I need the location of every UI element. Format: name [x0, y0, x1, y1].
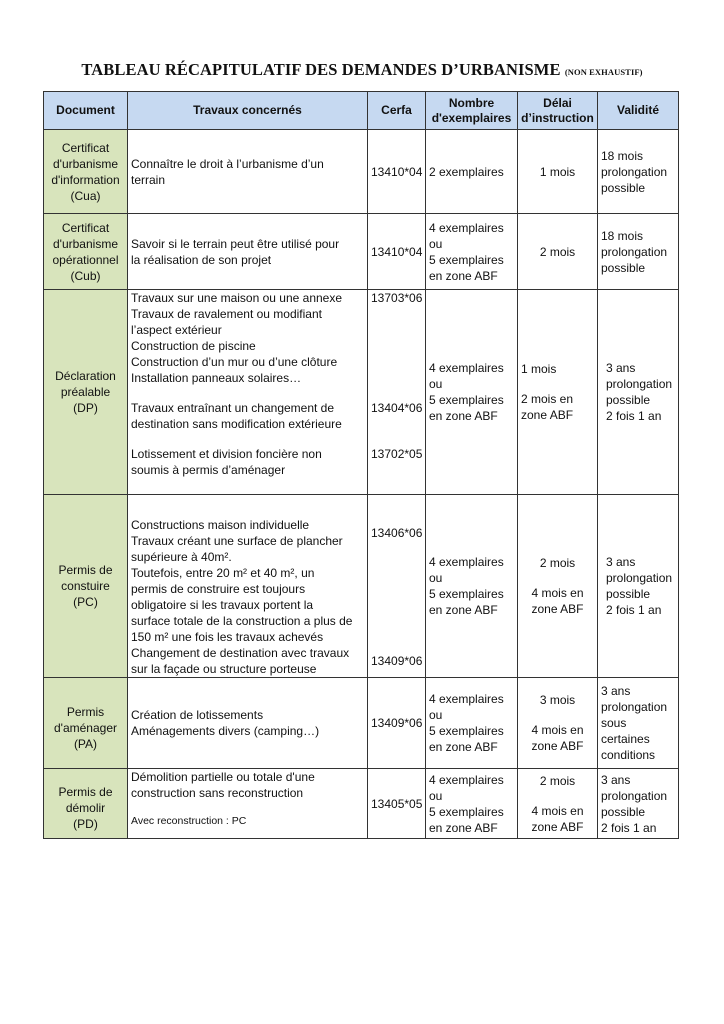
header-delai-line2: d’instruction: [521, 110, 594, 125]
travaux-cell: [128, 130, 368, 214]
validite-line: 2 fois 1 an: [606, 409, 662, 423]
delai-line: 2 mois: [539, 244, 576, 259]
travaux-line: Création de lotissements: [131, 708, 264, 722]
travaux-line: Travaux de ravalement ou modifiant: [131, 307, 322, 321]
header-cerfa: Cerfa: [368, 92, 426, 130]
delai-line: 4 mois en: [531, 723, 584, 737]
nombre-line: en zone ABF: [429, 268, 498, 283]
header-document: Document: [44, 92, 128, 130]
travaux-line: Aménagements divers (camping…): [131, 724, 320, 738]
document-cell: [44, 678, 128, 769]
delai-line: 4 mois en: [531, 803, 584, 818]
travaux-line: Installation panneaux solaires…: [131, 371, 302, 385]
travaux-line: soumis à permis d’aménager: [131, 463, 286, 477]
table-row: [44, 130, 679, 214]
doc-line: Permis de: [58, 563, 113, 577]
travaux-line: Connaître le droit à l’urbanisme d’un: [131, 156, 324, 171]
validite-line: prolongation: [601, 700, 668, 714]
travaux-line: l’aspect extérieur: [131, 323, 222, 337]
doc-line: Certificat: [61, 220, 110, 235]
nombre-line: 4 exemplaires: [429, 555, 504, 569]
validite-cell: [598, 495, 679, 678]
header-delai-line1: Délai: [543, 95, 572, 110]
doc-line: (PD): [73, 816, 98, 831]
table-row: [44, 290, 679, 495]
nombre-line: ou: [429, 708, 443, 722]
validite-line: 18 mois: [601, 228, 644, 243]
delai-cell: [518, 214, 598, 290]
travaux-cell: [128, 495, 368, 678]
travaux-cell: [128, 769, 368, 839]
cerfa-cell: 13405*05: [368, 769, 426, 839]
travaux-line: permis de construire est toujours: [131, 582, 306, 596]
doc-line: (Cub): [70, 268, 101, 283]
validite-line: possible: [601, 804, 646, 819]
title-text: TABLEAU RÉCAPITULATIF DES DEMANDES D’URBANISME: [81, 60, 561, 79]
validite-line: conditions: [601, 748, 656, 762]
validite-line: sous: [601, 716, 627, 730]
doc-line: d'urbanisme: [53, 156, 118, 171]
delai-line: 2 mois: [539, 556, 576, 570]
delai-line: 4 mois en: [531, 586, 584, 600]
doc-line: d'information: [51, 172, 120, 187]
header-nombre-line1: Nombre: [448, 95, 495, 110]
validite-line: prolongation: [606, 571, 673, 585]
doc-line: Certificat: [61, 140, 110, 155]
nombre-cell: [426, 678, 518, 769]
travaux-cell: [128, 290, 368, 495]
nombre-line: ou: [429, 377, 443, 391]
validite-line: 18 mois: [601, 148, 644, 163]
delai-line: zone ABF: [531, 819, 584, 834]
nombre-line: 4 exemplaires: [429, 361, 504, 375]
travaux-line: construction sans reconstruction: [131, 786, 304, 800]
document-cell: [44, 769, 128, 839]
validite-line: prolongation: [601, 164, 668, 179]
nombre-line: 5 exemplaires: [429, 252, 504, 267]
header-validite: Validité: [598, 92, 679, 130]
validite-line: prolongation: [606, 377, 673, 391]
travaux-line: Toutefois, entre 20 m² et 40 m², un: [131, 566, 315, 580]
table-row: [44, 495, 679, 678]
page-title: [0, 60, 724, 80]
travaux-line: Lotissement et division foncière non: [131, 447, 322, 461]
delai-cell: [518, 769, 598, 839]
nombre-line: 5 exemplaires: [429, 804, 504, 819]
nombre-line: en zone ABF: [429, 409, 498, 423]
travaux-line: Travaux entraînant un changement de: [131, 401, 335, 415]
nombre-line: 5 exemplaires: [429, 393, 504, 407]
delai-cell: [518, 495, 598, 678]
document-cell: [44, 290, 128, 495]
cerfa-cell: 13410*04: [368, 214, 426, 290]
validite-line: prolongation: [601, 244, 668, 259]
nombre-line: 4 exemplaires: [429, 220, 504, 235]
nombre-cell: [426, 214, 518, 290]
travaux-cell: [128, 678, 368, 769]
nombre-line: ou: [429, 236, 443, 251]
cerfa-value: 13406*06: [371, 526, 423, 540]
doc-line: Permis de: [58, 784, 113, 799]
table-row: [44, 678, 679, 769]
header-nombre-line2: d'exemplaires: [431, 110, 512, 125]
document-cell: [44, 214, 128, 290]
travaux-line: Construction d’un mur ou d’une clôture: [131, 355, 338, 369]
cerfa-cell: 13410*04: [368, 130, 426, 214]
nombre-line: en zone ABF: [429, 820, 498, 835]
nombre-line: 4 exemplaires: [429, 692, 504, 706]
validite-cell: [598, 678, 679, 769]
travaux-line: Constructions maison individuelle: [131, 518, 310, 532]
travaux-line: 150 m² une fois les travaux achevés: [131, 630, 324, 644]
header-travaux: Travaux concernés: [128, 92, 368, 130]
delai-line: zone ABF: [521, 408, 574, 422]
nombre-cell: [426, 769, 518, 839]
cerfa-value: 13702*05: [371, 447, 423, 461]
delai-cell: [518, 678, 598, 769]
travaux-line: la réalisation de son projet: [131, 252, 272, 267]
validite-line: possible: [601, 260, 646, 275]
table-header-row: [44, 92, 679, 130]
travaux-line: Démolition partielle ou totale d'une: [131, 770, 315, 784]
validite-line: 2 fois 1 an: [606, 603, 662, 617]
travaux-line: terrain: [131, 172, 166, 187]
nombre-line: ou: [429, 571, 443, 585]
nombre-cell: [426, 130, 518, 214]
nombre-line: 5 exemplaires: [429, 724, 504, 738]
nombre-cell: [426, 290, 518, 495]
cerfa-value: 13703*06: [371, 291, 423, 305]
delai-cell: [518, 290, 598, 495]
travaux-line: Savoir si le terrain peut être utilisé pour: [131, 236, 340, 251]
delai-line: zone ABF: [531, 602, 584, 616]
delai-cell: [518, 130, 598, 214]
nombre-cell: [426, 495, 518, 678]
urbanism-summary-table: [43, 91, 679, 839]
validite-line: 3 ans: [606, 555, 636, 569]
table-row: [44, 769, 679, 839]
validite-line: possible: [601, 180, 646, 195]
travaux-note: Avec reconstruction : PC: [131, 815, 247, 827]
header-delai: [518, 92, 598, 130]
cerfa-cell: [368, 495, 426, 678]
nombre-line: 2 exemplaires: [429, 164, 504, 179]
cerfa-value: 13409*06: [371, 654, 423, 668]
doc-line: opérationnel: [52, 252, 119, 267]
nombre-line: en zone ABF: [429, 603, 498, 617]
doc-line: préalable: [60, 385, 111, 399]
validite-line: 3 ans: [601, 772, 631, 787]
validite-line: possible: [606, 587, 651, 601]
document-cell: [44, 130, 128, 214]
validite-cell: [598, 290, 679, 495]
doc-line: (PC): [73, 595, 98, 609]
cerfa-value: 13404*06: [371, 401, 423, 415]
travaux-line: sur la façade ou structure porteuse: [131, 662, 317, 676]
table-row: [44, 214, 679, 290]
validite-cell: [598, 214, 679, 290]
header-nombre: [426, 92, 518, 130]
validite-line: 3 ans: [606, 361, 636, 375]
validite-line: certaines: [601, 732, 650, 746]
validite-line: 3 ans: [601, 684, 631, 698]
title-subtitle: (NON EXHAUSTIF): [564, 67, 643, 77]
travaux-line: surface totale de la construction a plus de: [131, 614, 353, 628]
delai-line: 1 mois: [521, 362, 557, 376]
validite-line: prolongation: [601, 788, 668, 803]
delai-line: 2 mois: [539, 773, 576, 788]
doc-line: Déclaration: [55, 369, 116, 383]
travaux-line: Travaux créant une surface de plancher: [131, 534, 343, 548]
doc-line: démolir: [65, 800, 106, 815]
travaux-line: Travaux sur une maison ou une annexe: [131, 291, 343, 305]
doc-line: d'urbanisme: [53, 236, 118, 251]
doc-line: (DP): [73, 401, 98, 415]
travaux-line: destination sans modification extérieure: [131, 417, 342, 431]
nombre-line: 5 exemplaires: [429, 587, 504, 601]
doc-line: constuire: [61, 579, 110, 593]
travaux-line: obligatoire si les travaux portent la: [131, 598, 314, 612]
delai-line: 3 mois: [539, 693, 576, 707]
doc-line: (Cua): [70, 188, 101, 203]
cerfa-cell: [368, 290, 426, 495]
validite-line: 2 fois 1 an: [601, 820, 657, 835]
nombre-line: en zone ABF: [429, 740, 498, 754]
validite-cell: [598, 130, 679, 214]
validite-cell: [598, 769, 679, 839]
travaux-line: Changement de destination avec travaux: [131, 646, 350, 660]
document-cell: [44, 495, 128, 678]
cerfa-cell: 13409*06: [368, 678, 426, 769]
validite-line: possible: [606, 393, 651, 407]
delai-line: zone ABF: [531, 739, 584, 753]
nombre-line: 4 exemplaires: [429, 772, 504, 787]
travaux-line: supérieure à 40m².: [131, 550, 232, 564]
doc-line: d'aménager: [54, 721, 117, 735]
travaux-line: Construction de piscine: [131, 339, 256, 353]
doc-line: (PA): [73, 737, 98, 751]
delai-line: 1 mois: [539, 164, 576, 179]
doc-line: Permis: [66, 705, 105, 719]
delai-line: 2 mois en: [521, 392, 574, 406]
nombre-line: ou: [429, 788, 443, 803]
travaux-cell: [128, 214, 368, 290]
